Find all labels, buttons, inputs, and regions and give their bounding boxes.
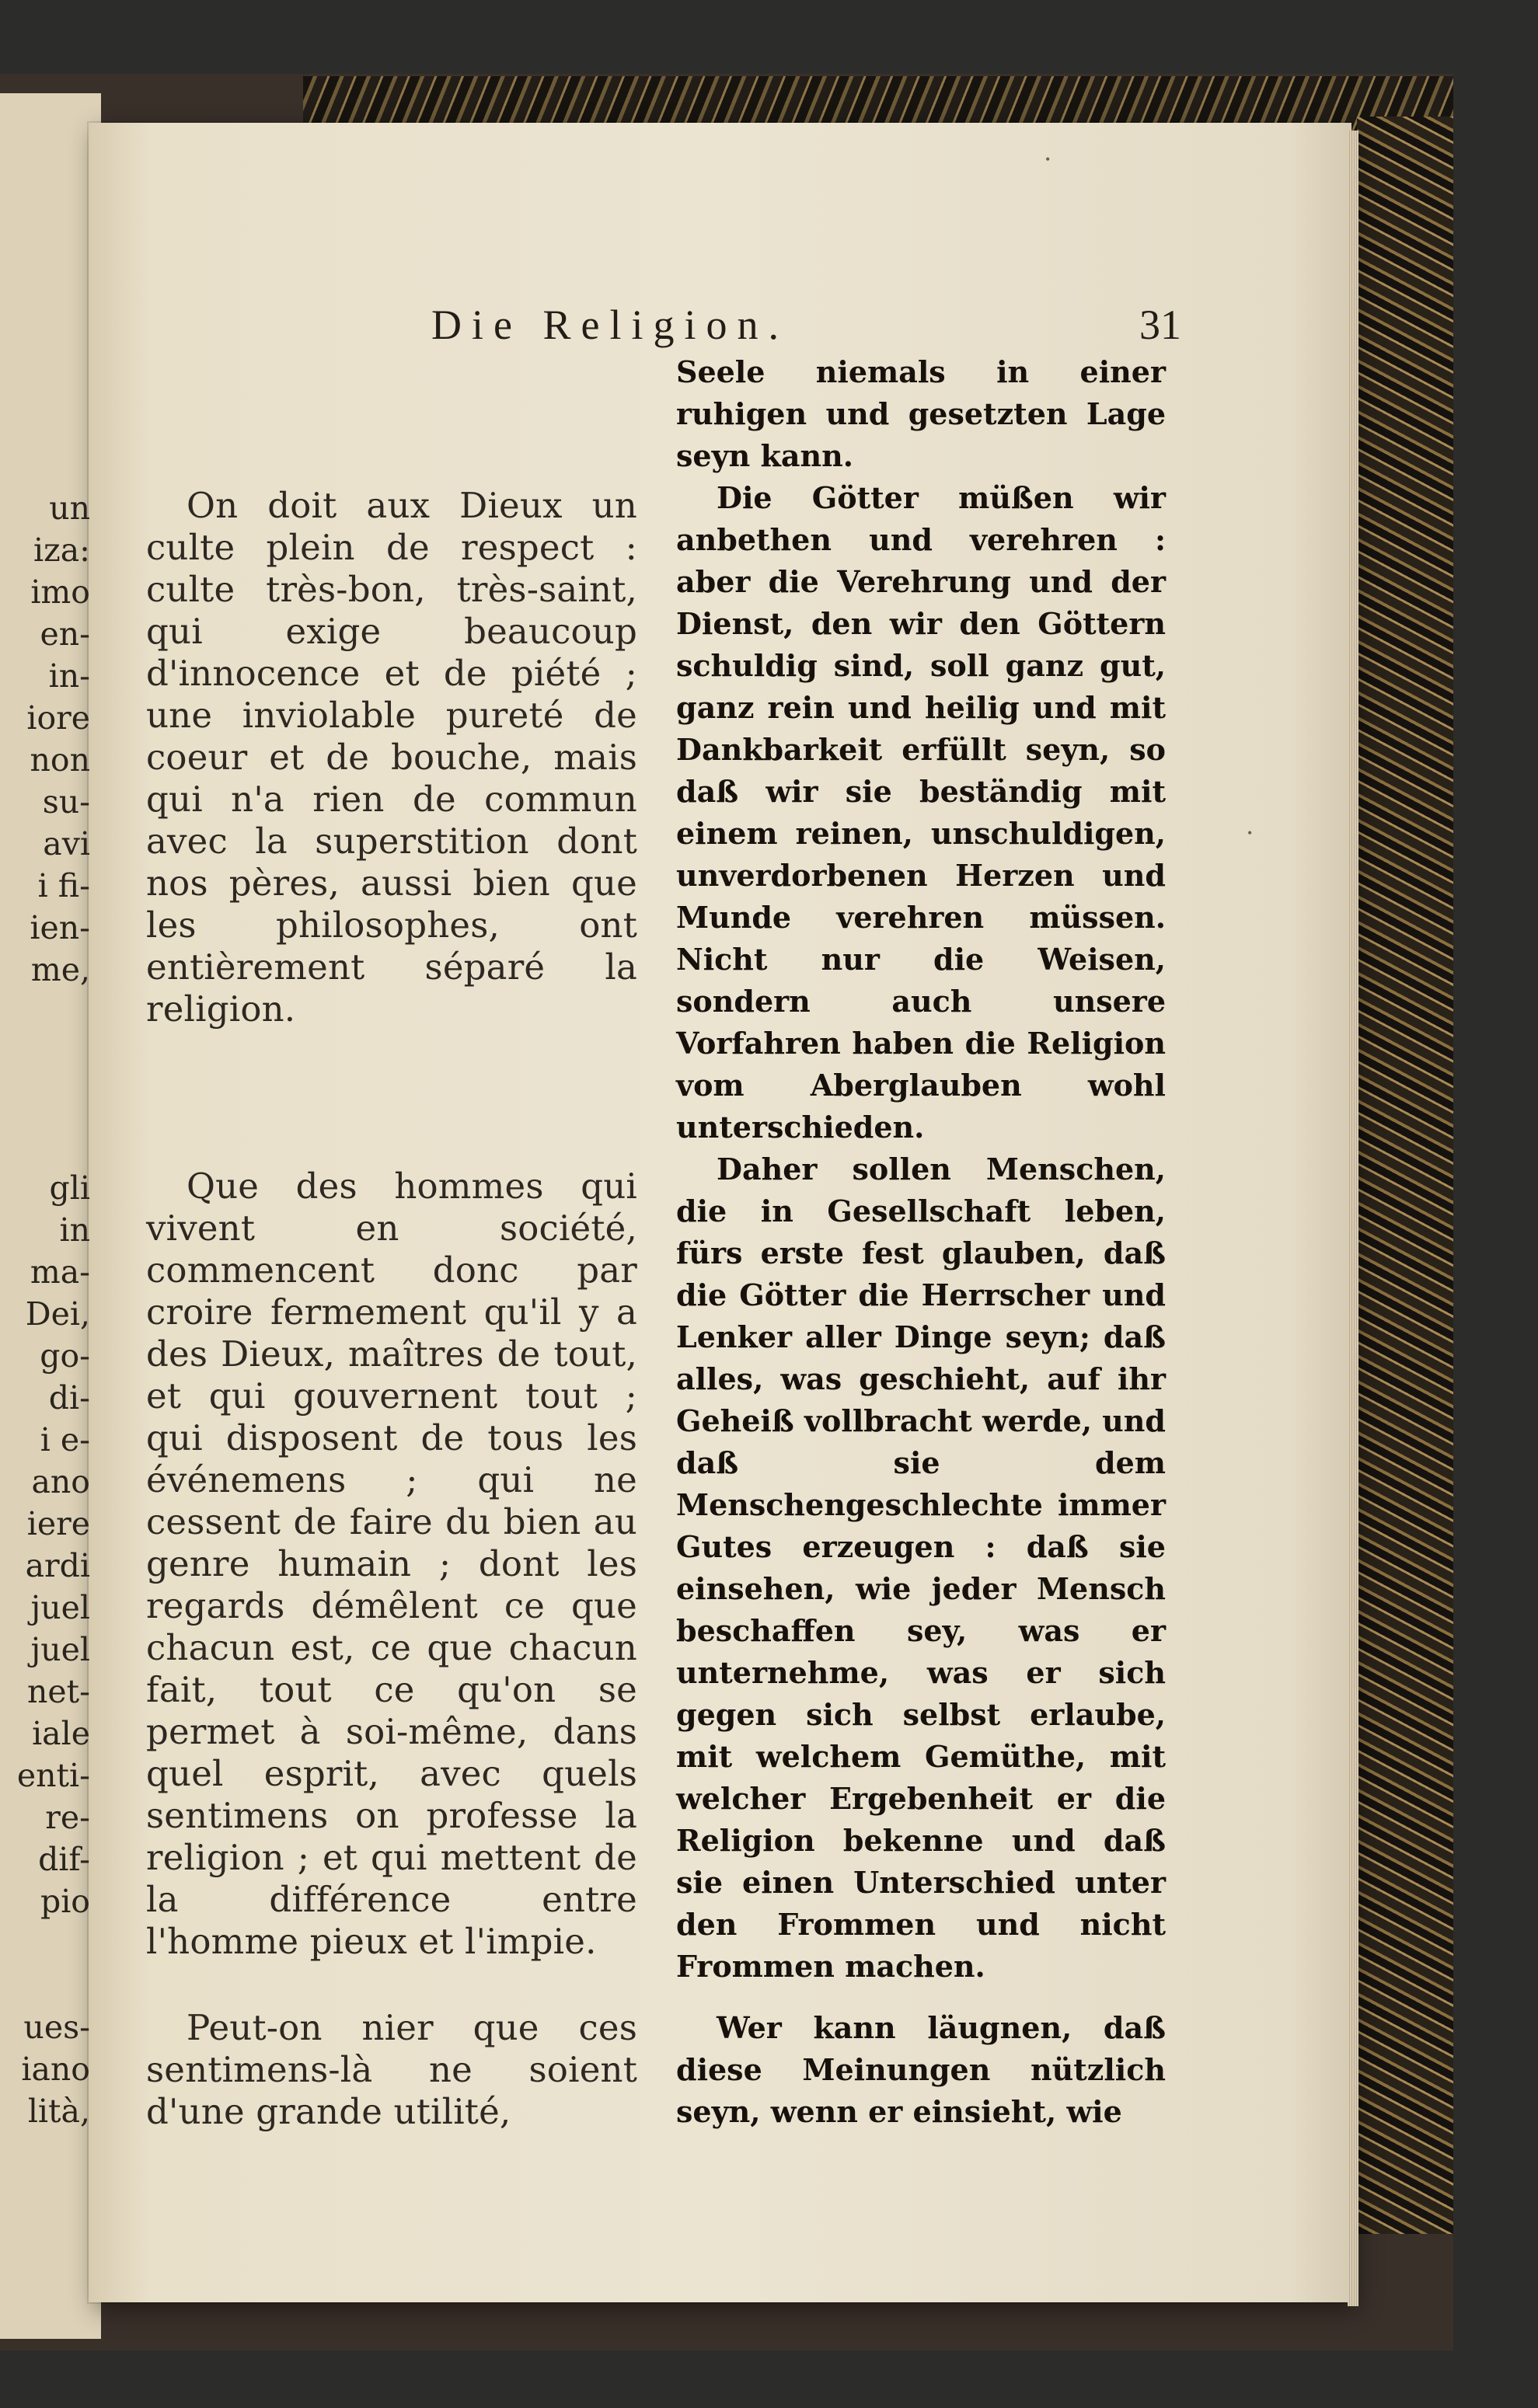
left-fragment: juel (30, 1631, 90, 1668)
left-fragment: pio (40, 1883, 90, 1920)
french-text-column-continued (146, 1166, 637, 1963)
page-number: 31 (1139, 301, 1181, 348)
left-fragment: iore (26, 699, 90, 737)
french-paragraph: Que des hommes qui vivent en société, commencent donc par croire fermement qu'il y a des Dieux, maîtres de tout, et qui gouvernent tout ; qui disposent de tous les événemens ; qui ne cessent de faire du bien au genre humain ; dont les regards démêlent ce que chacun est, ce que chacun fait, tout ce qu'on se permet à soi-même, dans quel esprit, avec quels sentimens on professe la religion ; et qui mettent de la différence entre l'homme pieux et l'impie. (146, 1166, 637, 1962)
german-paragraph: Seele niemals in einer ruhigen und gesetzten Lage seyn kann. (676, 354, 1166, 473)
left-fragment: un (49, 490, 90, 527)
page-speck: • (1045, 152, 1051, 167)
left-fragment: en- (40, 615, 90, 653)
page-header (431, 301, 1181, 347)
left-fragment: i fi- (37, 867, 90, 904)
left-fragment: net- (27, 1673, 90, 1710)
french-paragraph: On doit aux Dieux un culte plein de respect : culte très-bon, très-saint, qui exige beaucoup d'innocence et de piété ; une inviolable pureté de coeur et de bouche, mais qui n'a rien de commun avec la superstition dont nos pères, aussi bien que les philosophes, ont entièrement séparé la religion. (146, 485, 637, 1030)
marbled-cover-side (1357, 117, 1453, 2234)
german-paragraph: Daher sollen Menschen, die in Gesellschaft leben, fürs erste fest glauben, daß die Götter die Herrscher und Lenker aller Dinge seyn; daß alles, was geschieht, auf ihr Geheiß vollbracht werde, und daß sie dem Menschengeschlechte immer Gutes erzeugen : daß sie einsehen, wie jeder Mensch beschaffen sey, was er unternehme, was er sich gegen sich selbst erlaube, mit welchem Gemüthe, mit welcher Ergebenheit er die Religion bekenne und daß sie einen Unterschied unter den Frommen und nicht Frommen machen. (676, 1152, 1166, 1984)
left-fragment: iere (26, 1505, 90, 1542)
left-fragment: Dei, (25, 1295, 90, 1333)
left-fragment: in- (48, 657, 90, 695)
german-text-column (676, 351, 1166, 1988)
left-fragment: avi (43, 825, 90, 862)
left-fragment: gli (49, 1169, 90, 1207)
left-fragment: go- (40, 1337, 90, 1375)
left-fragment: me, (30, 951, 90, 988)
left-fragment: iano (21, 2051, 90, 2088)
left-fragment: re- (45, 1799, 90, 1836)
left-fragment: juel (30, 1589, 90, 1626)
left-fragment: enti- (16, 1757, 90, 1794)
left-fragment: di- (48, 1379, 90, 1417)
left-fragment: dif- (38, 1841, 90, 1878)
left-fragment: ma- (30, 1253, 90, 1291)
left-fragment: ardi (25, 1547, 90, 1584)
left-fragment: iale (32, 1715, 90, 1752)
french-text-column (146, 485, 637, 1030)
french-paragraph: Peut-on nier que ces sentimens-là ne soient d'une grande utilité, (146, 2007, 637, 2132)
left-fragment: su- (42, 783, 90, 821)
left-fragment: i e- (40, 1421, 90, 1458)
german-text-column-final (676, 2007, 1166, 2133)
german-paragraph: Wer kann läugnen, daß diese Meinungen nützlich seyn, wenn er einsieht, wie (676, 2010, 1166, 2129)
french-text-column-final (146, 2007, 637, 2133)
left-fragment: non (30, 741, 90, 779)
left-fragment: ano (31, 1463, 90, 1500)
page-speck: • (1247, 825, 1253, 841)
left-fragment: imo (30, 573, 90, 611)
page-edges (1348, 131, 1358, 2306)
german-paragraph: Die Götter müßen wir anbethen und verehren : aber die Verehrung und der Dienst, den wir den Göttern schuldig sind, soll ganz gut, ganz rein und heilig und mit Dankbarkeit erfüllt seyn, so daß wir sie beständig mit einem reinen, unschuldigen, unverdorbenen Herzen und Munde verehren müssen. Nicht nur die Weisen, sondern auch unsere Vorfahren haben die Religion vom Aberglauben wohl unterschieden. (676, 480, 1166, 1145)
left-fragment: lità, (27, 2093, 90, 2130)
left-fragment: ues- (23, 2009, 90, 2046)
left-fragment: in (59, 1211, 90, 1249)
left-fragment: ien- (30, 909, 90, 946)
running-title: Die Religion. (431, 301, 789, 348)
left-fragment: iza: (33, 531, 90, 569)
